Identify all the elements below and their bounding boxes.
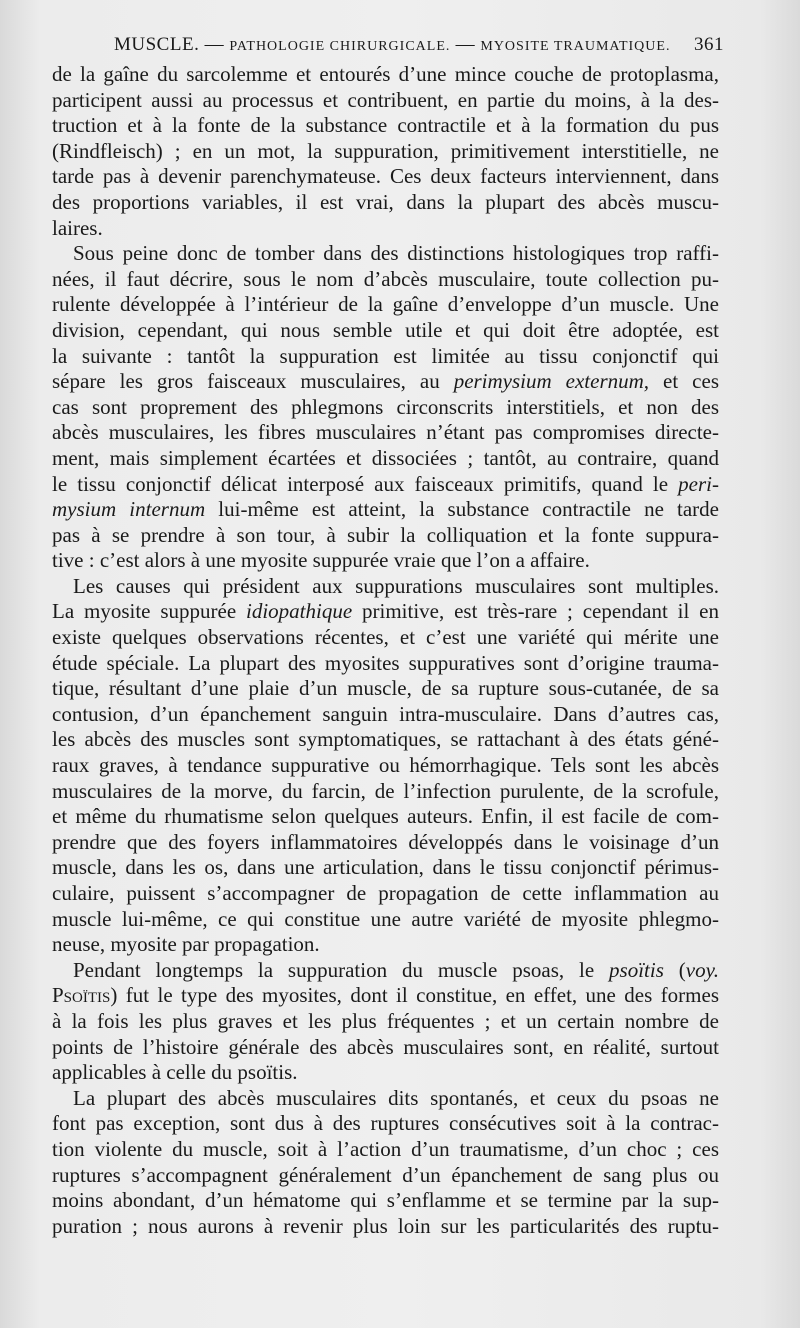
text-line: [52, 241, 719, 267]
line-text: muscle, dans les os, dans une articulation, dans le tissu conjonctif périmus-: [52, 855, 719, 880]
text-line: [52, 907, 719, 933]
line-text: Sous peine donc de tomber dans des distinctions histologiques trop raffi-: [73, 241, 719, 266]
text-line: [52, 344, 719, 370]
text-line: [52, 216, 719, 242]
text-line: [52, 881, 719, 907]
line-text: (: [663, 957, 686, 982]
text-line: [52, 1214, 719, 1240]
text-line: [52, 1060, 719, 1086]
line-text: des proportions variables, il est vrai, dans la plupart des abcès muscu-: [52, 189, 719, 214]
line-text: division, cependant, qui nous semble utile et qui doit être adoptée, est: [52, 317, 719, 342]
text-line: [52, 574, 719, 600]
line-text: Pendant longtemps la suppuration du muscle psoas, le: [73, 957, 610, 982]
text-line: [52, 523, 719, 549]
text-line: [52, 727, 719, 753]
line-text: ) fut le type des myosites, dont il constitue, en effet, une des formes: [110, 983, 719, 1008]
line-text: neuse, myosite par propagation.: [52, 932, 320, 957]
header-title: [114, 30, 670, 62]
text-line: [52, 1137, 719, 1163]
line-text: sépare les gros faisceaux musculaires, au: [52, 369, 454, 394]
running-header: [52, 30, 724, 60]
line-text: tive : c’est alors à une myosite suppurée vraie que l’on a affaire.: [52, 548, 590, 573]
header-section: PATHOLOGIE CHIRURGICALE.: [229, 39, 451, 54]
text-line: [52, 625, 719, 651]
text-line: [52, 1086, 719, 1112]
text-line: [52, 830, 719, 856]
text-line: [52, 139, 719, 165]
text-line: [52, 267, 719, 293]
text-line: [52, 1009, 719, 1035]
text-line: [52, 779, 719, 805]
line-text: ruptures s’accompagnent généralement d’un épanchement de sang plus ou: [52, 1162, 719, 1187]
line-text: à la fois les plus graves et les plus fréquentes ; et un certain nombre de: [52, 1008, 719, 1033]
small-caps-text: Psoïtis: [52, 983, 111, 1008]
line-text: contusion, d’un épanchement sanguin intra-musculaire. Dans d’autres cas,: [52, 701, 719, 726]
text-line: [52, 1188, 719, 1214]
text-line: [52, 292, 719, 318]
text-line: [52, 932, 719, 958]
line-text: raux graves, à tendance suppurative ou hémorrhagique. Tels sont les abcès: [52, 753, 719, 778]
line-text: tarde pas à devenir parenchymateuse. Ces deux facteurs interviennent, dans: [52, 164, 719, 189]
line-text: lui-même est atteint, la substance contractile ne tarde: [205, 497, 719, 522]
text-line: [52, 855, 719, 881]
italic-text: perimysium externum,: [453, 369, 650, 394]
italic-text: voy.: [685, 957, 719, 982]
line-text: existe quelques observations récentes, et c’est une variété qui mérite une: [52, 625, 719, 650]
line-text: nées, il faut décrire, sous le nom d’abcès musculaire, toute collection pu-: [52, 266, 719, 291]
line-text: les abcès des muscles sont symptomatiques, se rattachant à des états géné-: [52, 727, 719, 752]
text-line: [52, 599, 719, 625]
line-text: cas sont proprement des phlegmons circonscrits interstitiels, et non des: [52, 394, 719, 419]
text-line: [52, 369, 719, 395]
text-line: [52, 1111, 719, 1137]
text-line: [52, 472, 719, 498]
line-text: tion violente du muscle, soit à l’action d’un traumatisme, d’un choc ; ces: [52, 1136, 719, 1161]
line-text: pas à se prendre à son tour, à subir la colliquation et la fonte suppura-: [52, 522, 719, 547]
line-text: la suivante : tantôt la suppuration est limitée au tissu conjonctif qui: [52, 343, 719, 368]
text-line: [52, 88, 719, 114]
page-number: 361: [694, 34, 724, 55]
line-text: et ces: [649, 369, 719, 394]
line-text: ment, mais simplement écartées et dissociées ; tantôt, au contraire, quand: [52, 445, 719, 470]
line-text: puration ; nous aurons à revenir plus loin sur les particularités des ruptu-: [52, 1213, 719, 1238]
line-text: prendre que des foyers inflammatoires développés dans le voisinage d’un: [52, 829, 719, 854]
body-text: [52, 62, 719, 1239]
text-line: [52, 113, 719, 139]
line-text: Les causes qui président aux suppurations musculaires sont multiples.: [73, 573, 719, 598]
text-line: [52, 676, 719, 702]
line-text: truction et à la fonte de la substance contractile et à la formation du pus: [52, 113, 719, 138]
text-line: [52, 190, 719, 216]
line-text: points de l’histoire générale des abcès musculaires sont, en réalité, surtout: [52, 1034, 719, 1059]
text-line: [52, 446, 719, 472]
line-text: muscle lui-même, ce qui constitue une autre variété de myosite phlegmo-: [52, 906, 719, 931]
italic-text: psoïtis: [609, 957, 664, 982]
text-line: [52, 958, 719, 984]
line-text: rulente développée à l’intérieur de la gaîne d’enveloppe d’un muscle. Une: [52, 292, 719, 317]
text-line: [52, 497, 719, 523]
line-text: moins abondant, d’un hématome qui s’enflamme et se termine par la sup-: [52, 1188, 719, 1213]
text-line: [52, 753, 719, 779]
text-line: [52, 548, 719, 574]
italic-text: idiopathique: [245, 599, 353, 624]
text-line: [52, 702, 719, 728]
header-subsection: MYOSITE TRAUMATIQUE.: [480, 39, 671, 54]
line-text: tique, résultant d’une plaie d’un muscle, de sa rupture sous-cutanée, de sa: [52, 676, 719, 701]
line-text: (Rindfleisch) ; en un mot, la suppuration, primitivement interstitielle, ne: [52, 138, 719, 163]
line-text: La myosite suppurée: [52, 599, 246, 624]
text-line: [52, 983, 719, 1009]
line-text: de la gaîne du sarcolemme et entourés d’une mince couche de protoplasma,: [52, 62, 719, 86]
line-text: applicables à celle du psoïtis.: [52, 1060, 298, 1085]
line-text: le tissu conjonctif délicat interposé aux faisceaux primitifs, quand le: [52, 471, 679, 496]
text-line: [52, 318, 719, 344]
text-line: [52, 1163, 719, 1189]
line-text: primitive, est très-rare ; cependant il en: [352, 599, 719, 624]
text-line: [52, 395, 719, 421]
line-text: La plupart des abcès musculaires dits spontanés, et ceux du psoas ne: [73, 1085, 719, 1110]
line-text: font pas exception, sont dus à des ruptures consécutives soit à la contrac-: [52, 1111, 719, 1136]
text-line: [52, 62, 719, 88]
text-line: [52, 804, 719, 830]
line-text: participent aussi au processus et contribuent, en partie du moins, à la des-: [52, 87, 719, 112]
header-dash: —: [204, 34, 225, 55]
italic-text: peri-: [678, 471, 719, 496]
line-text: musculaires de la morve, du farcin, de l’infection purulente, de la scrofule,: [52, 778, 719, 803]
text-line: [52, 420, 719, 446]
line-text: étude spéciale. La plupart des myosites suppuratives sont d’origine trauma-: [52, 650, 719, 675]
line-text: culaire, puissent s’accompagner de propagation de cette inflammation au: [52, 881, 719, 905]
line-text: et même du rhumatisme selon quelques auteurs. Enfin, il est facile de com-: [52, 804, 719, 829]
header-muscle: MUSCLE.: [114, 34, 200, 55]
line-text: abcès musculaires, les fibres musculaires n’étant pas compromises directe-: [52, 420, 719, 445]
italic-text: mysium internum: [52, 497, 206, 522]
text-line: [52, 164, 719, 190]
header-dash: —: [455, 34, 476, 55]
text-line: [52, 651, 719, 677]
line-text: laires.: [52, 215, 103, 240]
text-line: [52, 1035, 719, 1061]
